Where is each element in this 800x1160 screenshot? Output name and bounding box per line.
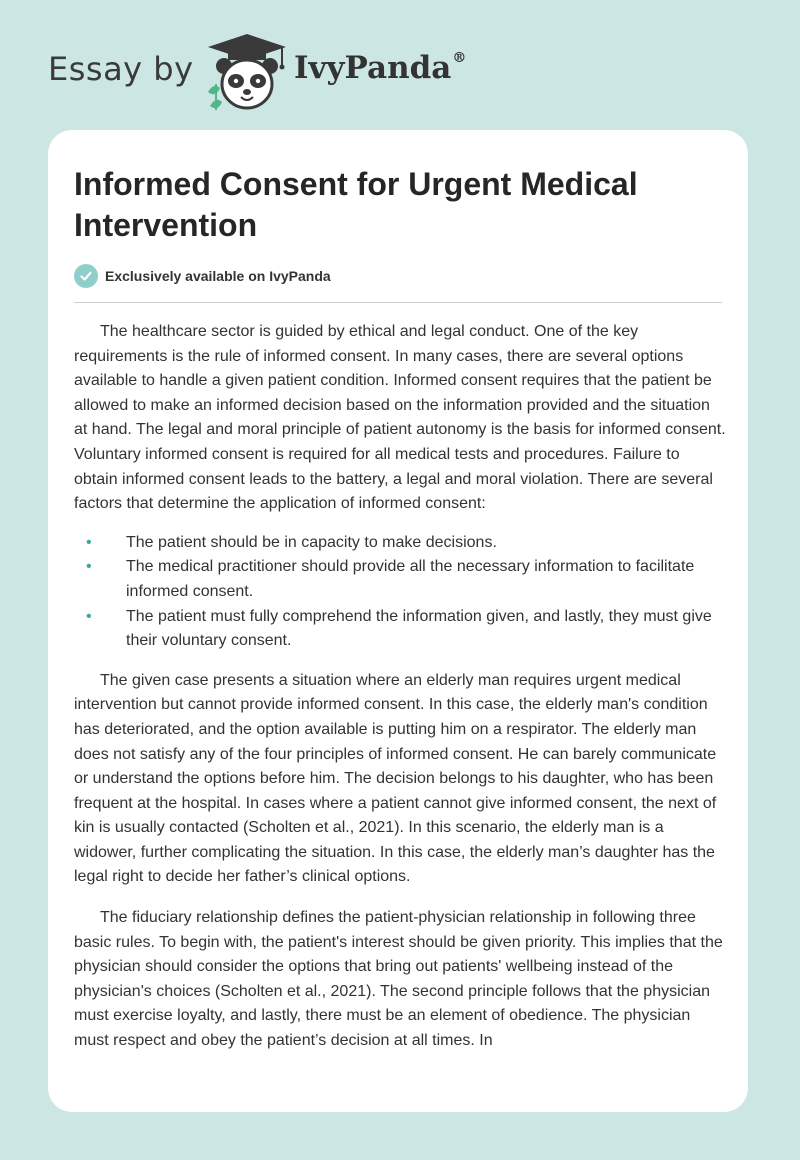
- brand-name: IvyPanda®: [294, 50, 467, 86]
- article-body: [74, 320, 726, 1054]
- factor-list: [74, 531, 726, 654]
- divider: [74, 302, 722, 303]
- bullet-icon: •: [86, 533, 92, 551]
- paragraph: The fiduciary relationship defines the patient-physician relationship in following three basic rules. To begin with, the patient's interest should be given priority. This implies that the physician should consider the options that bring out patients' wellbeing instead of the physician's choices (Scholten et al., 2021). The second principle follows that the physician must exercise loyalty, and lastly, there must be an element of obedience. The physician must respect and obey the patient’s decision at all times. In: [74, 909, 723, 1050]
- bullet-icon: •: [86, 607, 92, 625]
- badge-text: Exclusively available on IvyPanda: [105, 268, 331, 284]
- check-circle-icon: [74, 264, 98, 288]
- list-item: • The patient must fully comprehend the information given, and lastly, they must give their voluntary consent.: [74, 605, 726, 654]
- paragraph: The given case presents a situation where an elderly man requires urgent medical intervention but cannot provide informed consent. In this case, the elderly man's condition has deteriorated, and the option available is putting him on a respirator. The elderly man does not satisfy any of the four principles of informed consent. He can barely communicate or understand the options before him. The decision belongs to his daughter, who has been frequent at the hospital. In cases where a patient cannot give informed consent, the next of kin is usually contacted (Scholten et al., 2021). In this scenario, the elderly man is a widower, further complicating the situation. In this case, the elderly man’s daughter has the legal right to decide her father’s clinical options.: [74, 671, 717, 886]
- panda-graduate-icon: [204, 32, 290, 112]
- brand-header: [48, 32, 508, 112]
- list-item: • The medical practitioner should provide all the necessary information to facilitate informed consent.: [74, 555, 726, 604]
- exclusive-badge: [74, 263, 331, 289]
- article-card: [48, 130, 748, 1112]
- brand-prefix: Essay by: [48, 50, 194, 88]
- list-item: • The patient should be in capacity to make decisions.: [74, 531, 726, 556]
- paragraph: The healthcare sector is guided by ethical and legal conduct. One of the key requirements is the rule of informed consent. In many cases, there are several options available to handle a given patient condition. Informed consent requires that the patient be allowed to make an informed decision based on the information provided and the situation at hand. The legal and moral principle of patient autonomy is the basis for informed consent. Voluntary informed consent is required for all medical tests and procedures. Failure to obtain informed consent leads to the battery, a legal and moral violation. There are several factors that determine the application of informed consent:: [74, 323, 726, 513]
- bullet-icon: •: [86, 558, 92, 576]
- page-title: Informed Consent for Urgent Medical Intervention: [74, 166, 638, 243]
